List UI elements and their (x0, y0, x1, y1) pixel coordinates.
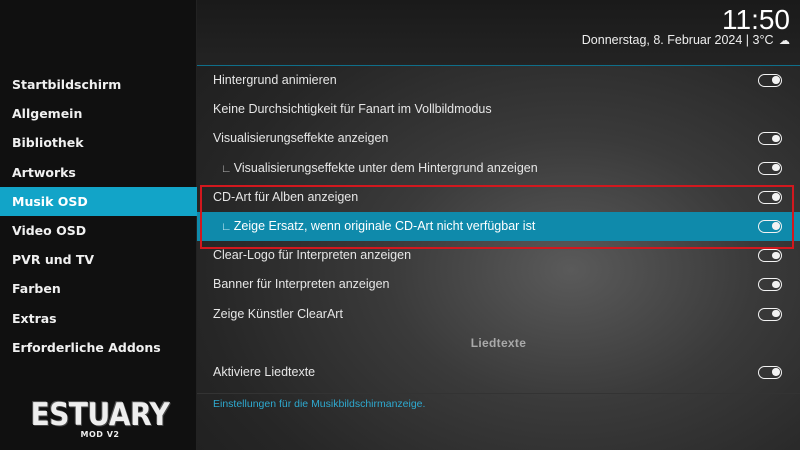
logo-subtitle: MOD V2 (80, 430, 120, 439)
setting-label: Zeige Künstler ClearArt (213, 306, 343, 321)
setting-kuenstler-clearart[interactable] (197, 300, 800, 329)
toggle-switch[interactable] (758, 366, 782, 379)
toggle-switch[interactable] (758, 162, 782, 175)
sidebar-item-startbildschirm[interactable]: Startbildschirm (12, 77, 122, 92)
toggle-switch[interactable] (758, 249, 782, 262)
toggle-switch[interactable] (758, 74, 782, 87)
sidebar-item-farben[interactable]: Farben (12, 281, 61, 297)
sidebar-item-bibliothek[interactable]: Bibliothek (12, 135, 84, 151)
help-description: Einstellungen für die Musikbildschirmanzeige. (213, 398, 426, 410)
temperature: 3°C (752, 33, 774, 47)
sidebar-item-musik-osd[interactable]: Musik OSD (0, 187, 197, 216)
setting-visualisierungseffekte[interactable] (197, 124, 800, 153)
toggle-knob (772, 310, 779, 317)
sub-setting-icon: ∟ (221, 162, 232, 175)
sidebar-item-allgemein[interactable]: Allgemein (12, 106, 83, 122)
setting-hintergrund-animieren[interactable] (197, 66, 800, 95)
setting-label: Keine Durchsichtigkeit für Fanart im Vollbildmodus (213, 102, 492, 117)
toggle-knob (772, 252, 779, 259)
toggle-knob (772, 281, 779, 288)
sub-setting-icon: ∟ (221, 220, 232, 233)
setting-visualisierungseffekte-hintergrund[interactable] (197, 154, 800, 183)
header-bar (197, 0, 800, 66)
annotation-highlight-box (200, 185, 794, 249)
skin-logo (30, 398, 170, 442)
setting-label: Zeige Ersatz, wenn originale CD-Art nicht verfügbar ist (233, 218, 536, 233)
sidebar-item-extras[interactable]: Extras (12, 310, 57, 326)
cloud-icon: ☁ (779, 35, 790, 47)
setting-label: Clear-Logo für Interpreten anzeigen (213, 248, 412, 263)
date-text: Donnerstag, 8. Februar 2024 (581, 33, 743, 47)
sidebar (0, 0, 197, 450)
toggle-switch[interactable] (758, 278, 782, 291)
setting-label: CD-Art für Alben anzeigen (213, 189, 359, 204)
setting-label: Hintergrund animieren (213, 73, 337, 87)
toggle-knob (772, 135, 779, 142)
sidebar-item-video-osd[interactable]: Video OSD (12, 222, 87, 238)
toggle-switch[interactable] (758, 308, 782, 321)
help-divider (197, 393, 800, 394)
toggle-knob (772, 164, 779, 171)
toggle-switch[interactable] (758, 132, 782, 145)
logo-title: ESTUARY (30, 396, 170, 433)
clock: 11:50 (722, 4, 790, 35)
sidebar-item-erforderliche-addons[interactable]: Erforderliche Addons (12, 339, 161, 355)
section-header-liedtexte: Liedtexte (470, 335, 527, 350)
separator: | (745, 33, 753, 47)
setting-label: Aktiviere Liedtexte (213, 364, 316, 379)
date-weather (582, 33, 790, 47)
setting-aktiviere-liedtexte[interactable] (197, 358, 800, 387)
setting-label: Visualisierungseffekte anzeigen (213, 131, 389, 146)
setting-label: Visualisierungseffekte unter dem Hintergrund anzeigen (233, 160, 538, 175)
setting-label: Banner für Interpreten anzeigen (213, 277, 390, 292)
toggle-knob (772, 368, 779, 375)
sidebar-item-pvr-und-tv[interactable]: PVR und TV (12, 252, 95, 268)
setting-keine-durchsichtigkeit[interactable] (197, 95, 800, 124)
toggle-knob (772, 76, 779, 83)
setting-banner-interpreten[interactable] (197, 270, 800, 299)
sidebar-menu (0, 70, 197, 362)
sidebar-item-artworks[interactable]: Artworks (12, 164, 76, 180)
